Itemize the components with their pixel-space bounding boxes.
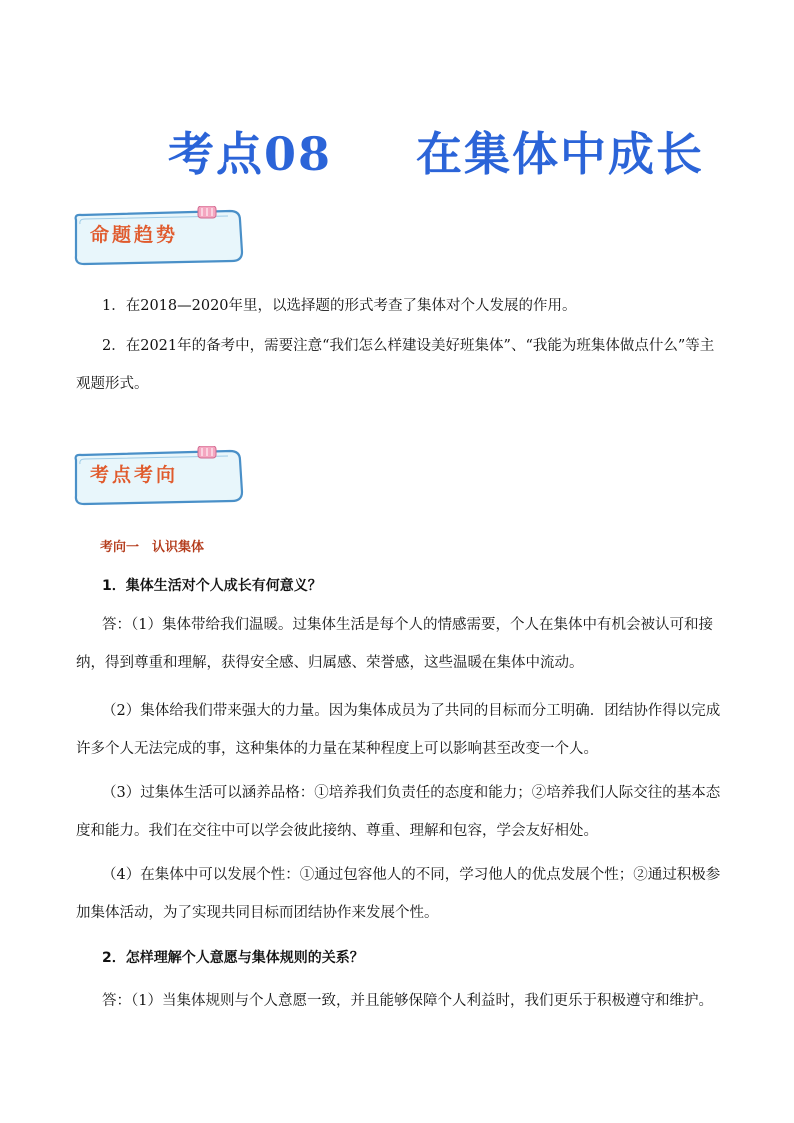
trend-item-1: 1．在2018—2020年里，以选择题的形式考查了集体对个人发展的作用。	[102, 298, 577, 314]
banner-trend	[70, 206, 246, 268]
q1-answer-1: 答：（1）集体带给我们温暖。过集体生活是每个人的情感需要，个人在集体中有机会被认可和接纳，得到尊重和理解，获得安全感、归属感、荣誉感，这些温暖在集体中流动。	[76, 617, 713, 671]
title-part-number: 考点08	[168, 127, 333, 181]
title-part-topic: 在集体中成长	[416, 127, 704, 181]
trend-item-2: 2．在2021年的备考中，需要注意“我们怎么样建设美好班集体”、“我能为班集体做点什么”等主观题形式。	[76, 338, 715, 392]
q1-answer-2: （2）集体给我们带来强大的力量。因为集体成员为了共同的目标而分工明确．团结协作得以完成许多个人无法完成的事，这种集体的力量在某种程度上可以影响甚至改变一个人。	[76, 703, 721, 757]
question-2: 2．怎样理解个人意愿与集体规则的关系？	[102, 950, 364, 966]
q2-answer-1: 答：（1）当集体规则与个人意愿一致，并且能够保障个人利益时，我们更乐于积极遵守和维护。	[102, 993, 713, 1009]
direction-heading: 考向一 认识集体	[100, 540, 205, 555]
q1-answer-4: （4）在集体中可以发展个性：①通过包容他人的不同，学习他人的优点发展个性；②通过积极参加集体活动，为了实现共同目标而团结协作来发展个性。	[76, 867, 721, 921]
page-title	[0, 118, 794, 188]
q1-answer-3: （3）过集体生活可以涵养品格：①培养我们负责任的态度和能力；②培养我们人际交往的基本态度和能力。我们在交往中可以学会彼此接纳、尊重、理解和包容，学会友好相处。	[76, 785, 721, 839]
banner-points	[70, 446, 246, 508]
banner-trend-label: 命题趋势	[90, 224, 179, 246]
banner-points-label: 考点考向	[90, 464, 179, 486]
question-1: 1．集体生活对个人成长有何意义？	[102, 578, 322, 594]
